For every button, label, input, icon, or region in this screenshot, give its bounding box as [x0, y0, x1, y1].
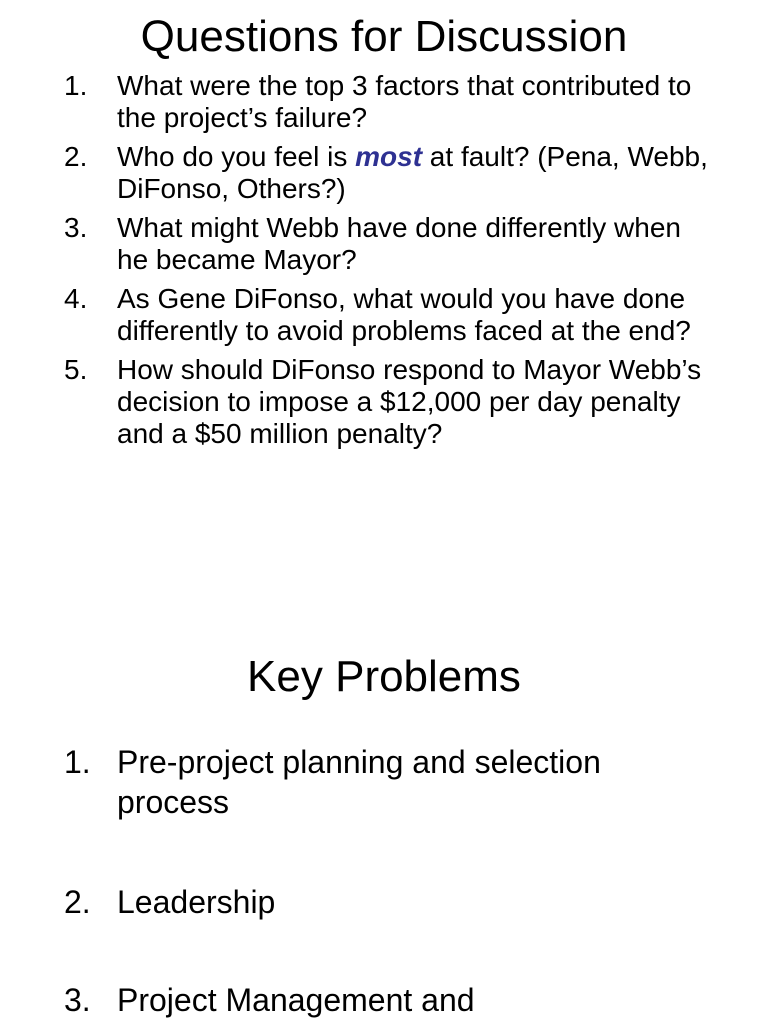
question-number: 3.: [64, 212, 88, 243]
question-item-5: [0, 354, 768, 450]
question-text-after: at fault? (Pena, Webb, DiFonso, Others?): [117, 141, 708, 204]
question-emphasis-most: most: [355, 141, 423, 172]
slide-key-problems: [0, 640, 768, 1024]
question-text-before: Who do you feel is: [117, 141, 356, 172]
question-text: What were the top 3 factors that contributed to the project’s failure?: [117, 70, 692, 133]
question-text: As Gene DiFonso, what would you have done differently to avoid problems faced at the end?: [117, 283, 691, 346]
problem-item-1: [0, 742, 768, 822]
question-number: 2.: [64, 141, 88, 172]
question-text: What might Webb have done differently when he became Mayor?: [117, 212, 681, 275]
problem-number: 2.: [64, 884, 91, 920]
problem-number: 1.: [64, 744, 91, 780]
slide-title: Questions for Discussion: [140, 12, 628, 61]
question-item-3: [0, 212, 768, 276]
problem-item-3: [0, 980, 768, 1020]
problem-item-2: [0, 882, 768, 922]
question-number: 1.: [64, 70, 88, 101]
problem-text: Pre-project planning and selection process: [117, 744, 601, 820]
question-item-4: [0, 283, 768, 347]
problem-text: Project Management and: [117, 982, 475, 1018]
question-text: How should DiFonso respond to Mayor Webb’s decision to impose a $12,000 per day penalty and a $50 million penalty?: [117, 354, 702, 449]
problem-number: 3.: [64, 982, 91, 1018]
discussion-questions-list: [0, 70, 768, 450]
question-number: 4.: [64, 283, 88, 314]
problem-text: Leadership: [117, 884, 276, 920]
question-number: 5.: [64, 354, 88, 385]
question-item-2: [0, 141, 768, 205]
key-problems-list: [0, 742, 768, 1020]
question-item-1: [0, 70, 768, 134]
slide-title: Key Problems: [247, 652, 521, 701]
